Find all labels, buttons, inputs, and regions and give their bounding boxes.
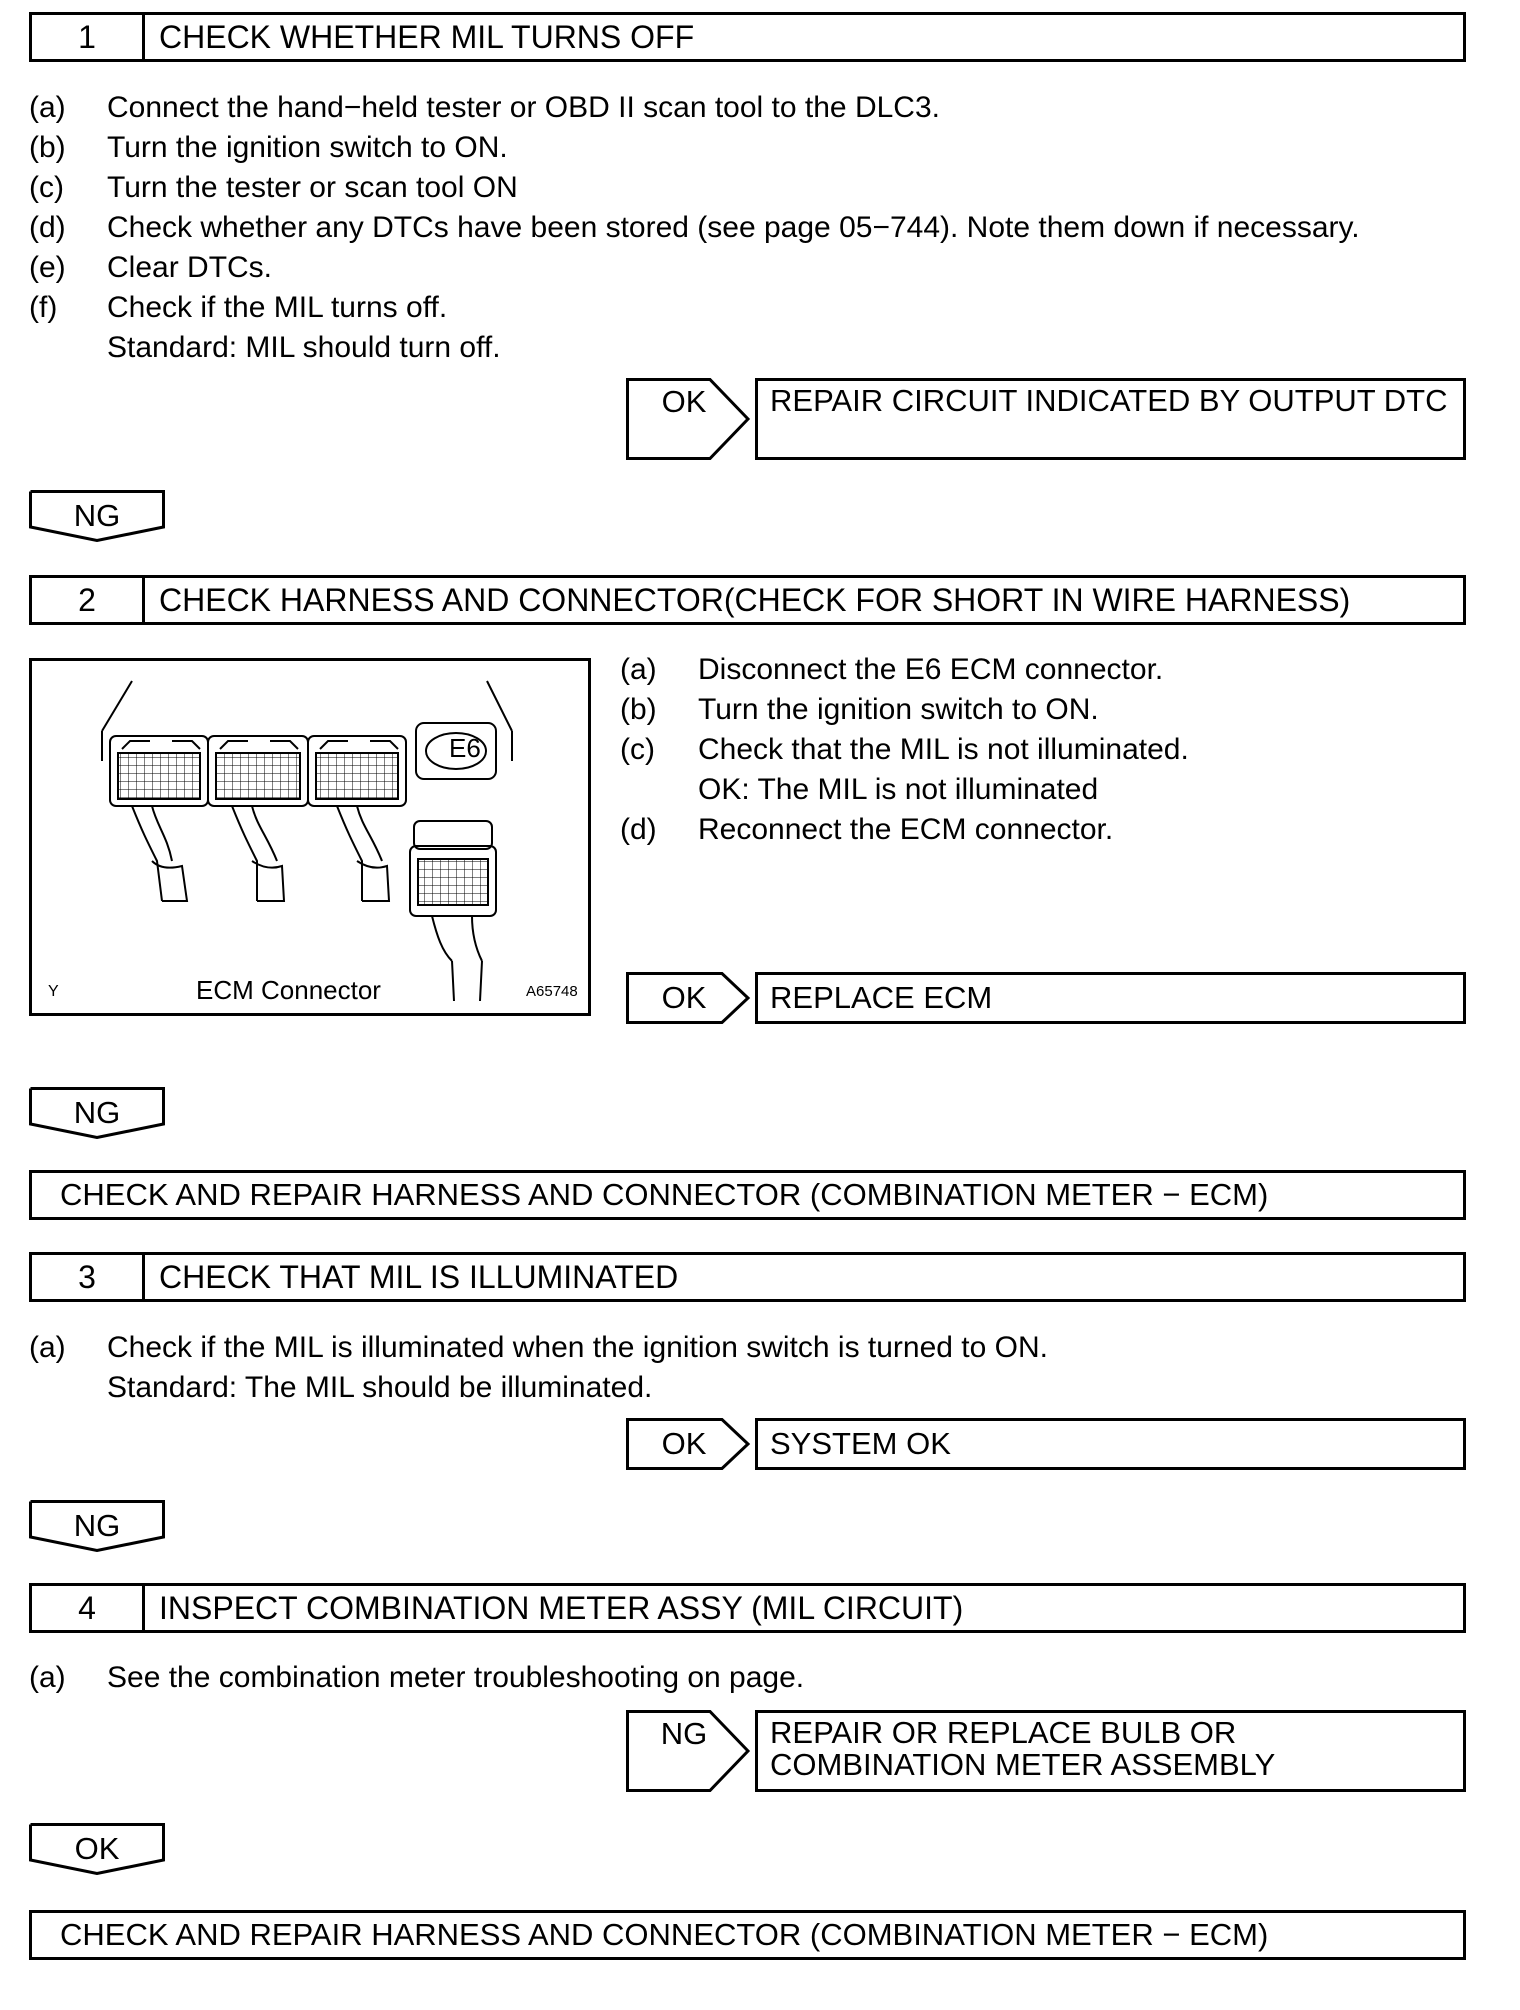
step-2-ok-result: REPLACE ECM [755, 972, 1466, 1024]
item-text: Check if the MIL turns off. [107, 291, 448, 324]
step-2-standard: OK: The MIL is not illuminated [698, 773, 1099, 806]
step-1-standard: Standard: MIL should turn off. [107, 331, 501, 364]
arrow-label: OK [661, 980, 707, 1015]
down-label: NG [73, 498, 121, 533]
arrow-label: OK [661, 384, 707, 419]
step-1-ok-result: REPAIR CIRCUIT INDICATED BY OUTPUT DTC [755, 378, 1466, 460]
step-4-number: 4 [32, 1586, 145, 1630]
item-text: Check whether any DTCs have been stored (see page 05−744). Note them down if necessary. [107, 211, 1360, 244]
step-4-ok-down [29, 1823, 165, 1875]
item-text: Turn the tester or scan tool ON [107, 171, 518, 204]
item-label: (a) [620, 653, 657, 686]
item-label: (b) [29, 131, 66, 164]
step-4-ng-result: REPAIR OR REPLACE BULB OR COMBINATION METER ASSEMBLY [755, 1710, 1466, 1792]
item-label: (c) [29, 171, 64, 204]
item-text: Check if the MIL is illuminated when the ignition switch is turned to ON. [107, 1331, 1048, 1364]
step-3-number: 3 [32, 1255, 145, 1299]
step-4-ng-arrow [626, 1710, 752, 1792]
step-1-header [29, 12, 1466, 62]
item-label: (a) [29, 1661, 66, 1694]
item-label: (d) [620, 813, 657, 846]
down-label: OK [74, 1831, 120, 1866]
step-3-title: CHECK THAT MIL IS ILLUMINATED [159, 1258, 679, 1295]
step-2-header [29, 575, 1466, 625]
arrow-label: OK [661, 1426, 707, 1461]
ecm-connector-figure [29, 658, 591, 1016]
figure-corner-mark: Y [48, 983, 59, 1000]
item-label: (c) [620, 733, 655, 766]
item-label: (a) [29, 1331, 66, 1364]
step-3-ok-arrow [626, 1418, 752, 1470]
ecm-connector-illustration [32, 661, 588, 1013]
step-4-title: INSPECT COMBINATION METER ASSY (MIL CIRCUIT) [159, 1589, 964, 1626]
step-2-ok-arrow [626, 972, 752, 1024]
connector-tag-e6: E6 [449, 733, 481, 763]
item-text: Turn the ignition switch to ON. [698, 693, 1099, 726]
item-text: Clear DTCs. [107, 251, 273, 284]
item-label: (f) [29, 291, 58, 324]
item-text: Reconnect the ECM connector. [698, 813, 1114, 846]
step-1-title: CHECK WHETHER MIL TURNS OFF [159, 18, 695, 55]
item-text: Disconnect the E6 ECM connector. [698, 653, 1164, 686]
item-label: (e) [29, 251, 66, 284]
item-text: See the combination meter troubleshooting on page. [107, 1661, 805, 1694]
step-1-number: 1 [32, 15, 145, 59]
item-label: (a) [29, 91, 66, 124]
arrow-label: NG [660, 1716, 708, 1751]
step-3-header [29, 1252, 1466, 1302]
item-label: (d) [29, 211, 66, 244]
figure-caption: ECM Connector [196, 975, 381, 1005]
item-text: Connect the hand−held tester or OBD II scan tool to the DLC3. [107, 91, 940, 124]
figure-code: A65748 [526, 983, 578, 1000]
step-2-title: CHECK HARNESS AND CONNECTOR(CHECK FOR SHORT IN WIRE HARNESS) [159, 581, 1351, 618]
down-label: NG [73, 1508, 121, 1543]
step-3-standard: Standard: The MIL should be illuminated. [107, 1371, 653, 1404]
item-text: Turn the ignition switch to ON. [107, 131, 508, 164]
step-1-ng-down [29, 490, 165, 542]
step-3-ok-result: SYSTEM OK [755, 1418, 1466, 1470]
step-1-ok-arrow [626, 378, 752, 460]
step-2-ng-down [29, 1087, 165, 1139]
item-text: Check that the MIL is not illuminated. [698, 733, 1189, 766]
step-3-ng-down [29, 1500, 165, 1552]
down-label: NG [73, 1095, 121, 1130]
step-2-final-action: CHECK AND REPAIR HARNESS AND CONNECTOR (COMBINATION METER − ECM) [29, 1170, 1466, 1220]
step-4-header [29, 1583, 1466, 1633]
step-4-final-action: CHECK AND REPAIR HARNESS AND CONNECTOR (COMBINATION METER − ECM) [29, 1910, 1466, 1960]
step-2-number: 2 [32, 578, 145, 622]
item-label: (b) [620, 693, 657, 726]
